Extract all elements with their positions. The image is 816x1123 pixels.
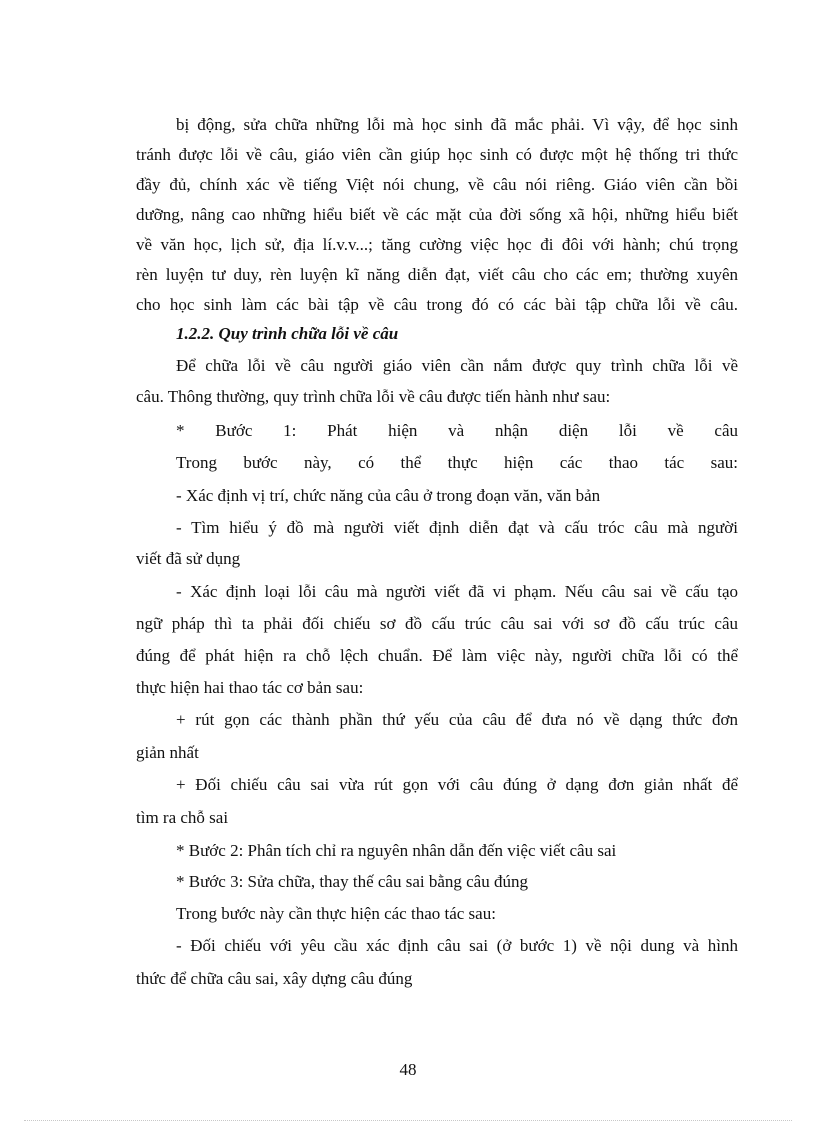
step-heading: * Bước 2: Phân tích chỉ ra nguyên nhân dẫn đến việc viết câu sai: [176, 841, 617, 860]
body-line: câu. Thông thường, quy trình chữa lỗi về câu được tiến hành như sau:: [136, 387, 611, 406]
body-line: đúng để phát hiện ra chỗ lệch chuẩn. Để làm việc này, người chữa lỗi có thể: [136, 646, 738, 665]
body-line: giản nhất: [136, 743, 199, 762]
page-number: 48: [399, 1060, 417, 1079]
body-line: về văn học, lịch sử, địa lí.v.v...; tăng cường việc học đi đôi với hành; chú trọng: [136, 235, 738, 254]
body-line: Trong bước này cần thực hiện các thao tác sau:: [176, 904, 496, 923]
body-line: Để chữa lỗi về câu người giáo viên cần nắm được quy trình chữa lỗi về: [176, 356, 738, 375]
body-line: - Xác định loại lỗi câu mà người viết đã vi phạm. Nếu câu sai về cấu tạo: [176, 582, 738, 601]
body-line: - Đối chiếu với yêu cầu xác định câu sai (ở bước 1) về nội dung và hình: [176, 936, 738, 955]
body-line: Trong bước này, có thể thực hiện các thao tác sau:: [176, 453, 738, 472]
body-line: đầy đủ, chính xác về tiếng Việt nói chung, về câu nói riêng. Giáo viên cần bồi: [136, 175, 738, 194]
body-line: cho học sinh làm các bài tập về câu trong đó có các bài tập chữa lỗi về câu.: [136, 295, 738, 314]
body-line: + rút gọn các thành phần thứ yếu của câu để đưa nó về dạng thức đơn: [176, 710, 738, 729]
body-line: dưỡng, nâng cao những hiểu biết về các mặt của đời sống xã hội, những hiểu biết: [136, 205, 738, 224]
section-heading: 1.2.2. Quy trình chữa lỗi về câu: [176, 324, 399, 343]
body-line: - Tìm hiểu ý đồ mà người viết định diễn đạt và cấu tróc câu mà người: [176, 518, 738, 537]
body-line: tránh được lỗi về câu, giáo viên cần giúp học sinh có được một hệ thống tri thức: [136, 145, 738, 164]
step-heading: * Bước 1: Phát hiện và nhận diện lỗi về câu: [176, 421, 738, 440]
page-boundary-divider: [24, 1120, 792, 1121]
body-line: rèn luyện tư duy, rèn luyện kĩ năng diễn đạt, viết câu cho các em; thường xuyên: [136, 265, 738, 284]
body-line: thực hiện hai thao tác cơ bản sau:: [136, 678, 364, 697]
step-heading: * Bước 3: Sửa chữa, thay thế câu sai bằng câu đúng: [176, 872, 528, 891]
body-line: tìm ra chỗ sai: [136, 808, 229, 827]
body-line: thức để chữa câu sai, xây dựng câu đúng: [136, 969, 413, 988]
body-line: + Đối chiếu câu sai vừa rút gọn với câu đúng ở dạng đơn giản nhất để: [176, 775, 738, 794]
body-line: viết đã sử dụng: [136, 549, 241, 568]
body-line: - Xác định vị trí, chức năng của câu ở trong đoạn văn, văn bản: [176, 486, 601, 505]
body-line: ngữ pháp thì ta phải đối chiếu sơ đồ cấu trúc câu sai với sơ đồ cấu trúc câu: [136, 614, 738, 633]
body-line: bị động, sửa chữa những lỗi mà học sinh đã mắc phải. Vì vậy, để học sinh: [176, 115, 738, 134]
